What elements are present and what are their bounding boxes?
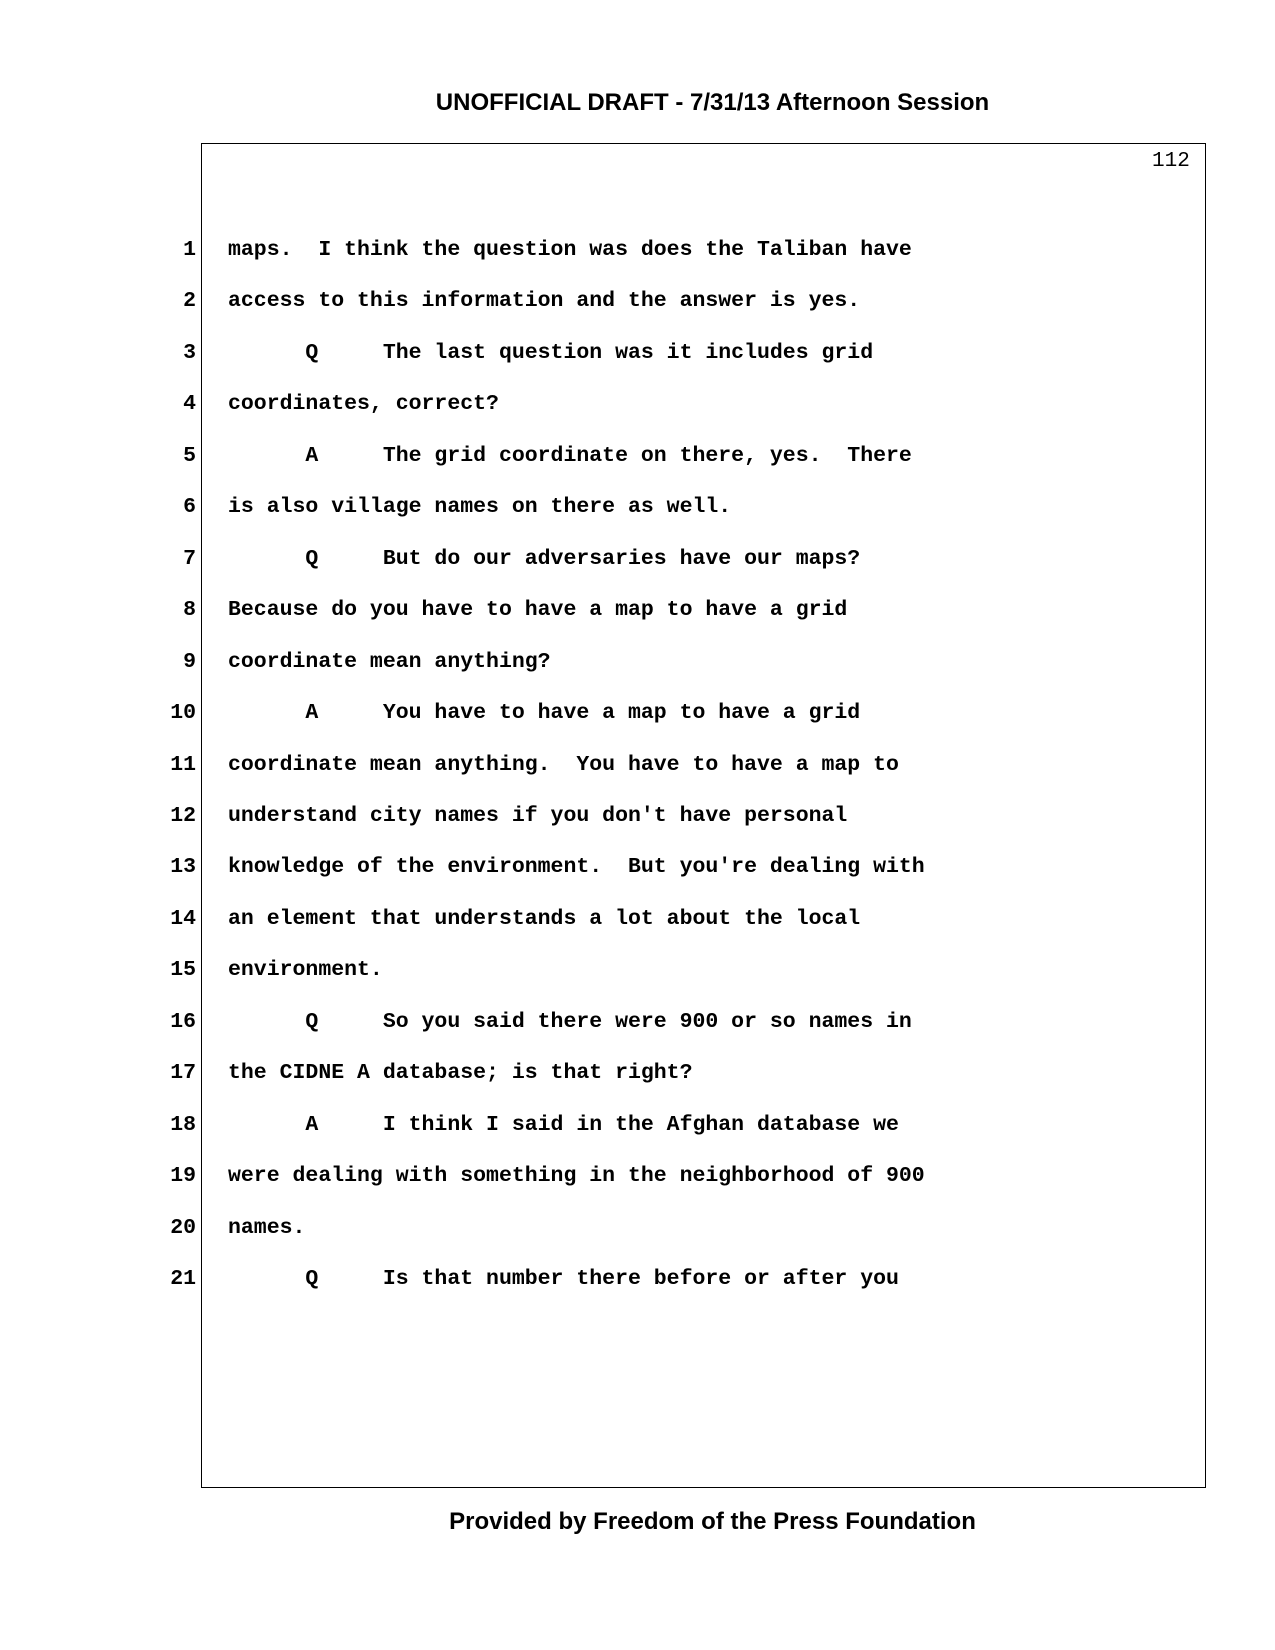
- line-number: 5: [183, 443, 196, 468]
- line-text: maps. I think the question was does the Taliban have: [228, 238, 912, 262]
- line-number: 13: [170, 855, 196, 880]
- line-text: A The grid coordinate on there, yes. There: [228, 443, 912, 468]
- transcript-line: [0, 1213, 1275, 1243]
- line-number: 12: [170, 803, 196, 828]
- line-number: 10: [170, 701, 196, 726]
- line-number: 18: [170, 1112, 196, 1137]
- line-text: Q So you said there were 900 or so names in: [228, 1009, 912, 1034]
- line-text: is also village names on there as well.: [228, 495, 732, 520]
- line-number: 21: [170, 1267, 196, 1291]
- line-number: 19: [170, 1164, 196, 1189]
- transcript-line: [0, 750, 1275, 780]
- line-number: 9: [183, 649, 196, 674]
- transcript-line: [0, 1264, 1275, 1294]
- transcript-line: [0, 801, 1275, 831]
- line-number: 16: [170, 1009, 196, 1034]
- transcript-line: [0, 492, 1275, 522]
- transcript-line: [0, 852, 1275, 882]
- line-number: 2: [183, 289, 196, 314]
- line-text: Q The last question was it includes grid: [228, 340, 874, 365]
- transcript-line: [0, 595, 1275, 625]
- line-text: coordinate mean anything?: [228, 649, 551, 674]
- line-text: coordinates, correct?: [228, 392, 499, 417]
- transcript-line: [0, 389, 1275, 419]
- line-text: Q Is that number there before or after you: [228, 1267, 899, 1291]
- line-text: understand city names if you don't have personal: [228, 803, 848, 828]
- transcript-line: [0, 1161, 1275, 1191]
- document-footer: Provided by Freedom of the Press Foundation: [449, 1508, 976, 1535]
- line-text: Because do you have to have a map to have a grid: [228, 598, 848, 623]
- line-text: the CIDNE A database; is that right?: [228, 1061, 693, 1086]
- transcript-line: [0, 955, 1275, 985]
- transcript-line: [0, 1007, 1275, 1037]
- page-number: 112: [1152, 150, 1190, 173]
- transcript-line: [0, 904, 1275, 934]
- document-header: UNOFFICIAL DRAFT - 7/31/13 Afternoon Session: [435, 89, 990, 116]
- line-text: A You have to have a map to have a grid: [228, 701, 861, 726]
- line-text: environment.: [228, 958, 383, 983]
- line-text: an element that understands a lot about the local: [228, 906, 861, 931]
- transcript-line: [0, 338, 1275, 368]
- line-number: 15: [170, 958, 196, 983]
- line-text: knowledge of the environment. But you're dealing with: [228, 855, 925, 880]
- line-number: 11: [170, 752, 196, 777]
- transcript-line: [0, 286, 1275, 316]
- transcript-line: [0, 647, 1275, 677]
- line-number: 20: [170, 1215, 196, 1240]
- line-text: Q But do our adversaries have our maps?: [228, 546, 861, 571]
- transcript-line: [0, 441, 1275, 471]
- line-number: 4: [183, 392, 196, 417]
- line-number: 17: [170, 1061, 196, 1086]
- transcript-line: [0, 235, 1275, 265]
- line-text: coordinate mean anything. You have to have a map to: [228, 752, 899, 777]
- line-number: 6: [183, 495, 196, 520]
- line-number: 7: [183, 546, 196, 571]
- line-number: 1: [183, 238, 196, 262]
- line-text: were dealing with something in the neighborhood of 900: [228, 1164, 925, 1189]
- transcript-line: [0, 544, 1275, 574]
- line-text: names.: [228, 1215, 306, 1240]
- transcript-line: [0, 1058, 1275, 1088]
- line-number: 8: [183, 598, 196, 623]
- transcript-line: [0, 1110, 1275, 1140]
- transcript-line: [0, 698, 1275, 728]
- line-number: 3: [183, 340, 196, 365]
- line-number: 14: [170, 906, 196, 931]
- line-text: A I think I said in the Afghan database we: [228, 1112, 899, 1137]
- line-text: access to this information and the answer is yes.: [228, 289, 861, 314]
